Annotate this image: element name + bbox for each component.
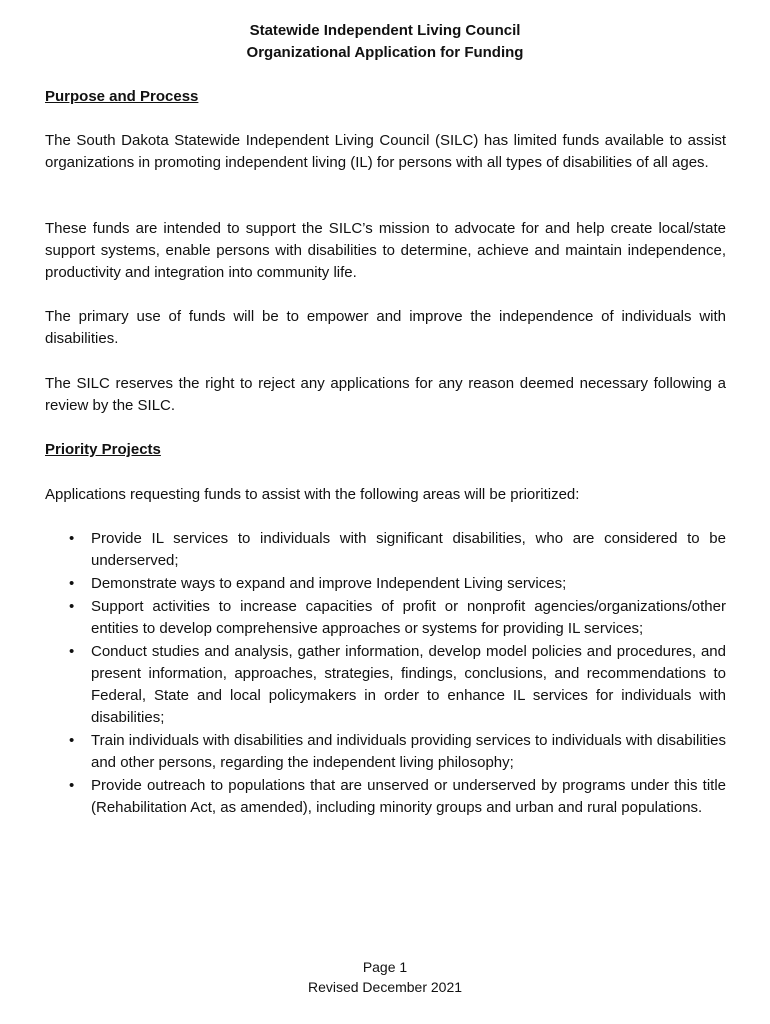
priority-heading: Priority Projects — [45, 441, 161, 458]
document-header — [0, 20, 770, 64]
purpose-paragraph-2: These funds are intended to support the SILC’s mission to advocate for and help create local/state support systems, enable persons with disabilities to determine, achieve and maintain independence, productivity and integration into community life. — [45, 220, 726, 281]
application-title: Organizational Application for Funding — [246, 44, 524, 61]
council-title: Statewide Independent Living Council — [249, 22, 521, 39]
list-item-text: Conduct studies and analysis, gather information, develop model policies and procedures, and present information, approaches, strategies, findings, conclusions, and recommendations to Federal, State and local policymakers in order to enhance IL services for individuals with disabilities; — [91, 643, 726, 726]
list-item — [45, 775, 726, 819]
list-item-text: Provide outreach to populations that are unserved or underserved by programs under this title (Rehabilitation Act, as amended), including minority groups and urban and rural populations. — [91, 777, 726, 816]
list-item — [45, 641, 726, 729]
revision-date: Revised December 2021 — [307, 979, 463, 995]
priority-intro: Applications requesting funds to assist with the following areas will be prioritized: — [45, 486, 580, 503]
list-item-text: Support activities to increase capacities of profit or nonprofit agencies/organizations/other entities to develop comprehensive approaches or systems for providing IL services; — [91, 598, 726, 637]
bullet-icon: • — [69, 777, 75, 794]
priority-list — [45, 528, 726, 820]
bullet-icon: • — [69, 598, 75, 615]
list-item — [45, 573, 726, 595]
list-item-text: Demonstrate ways to expand and improve Independent Living services; — [91, 575, 567, 592]
bullet-icon: • — [69, 530, 75, 547]
list-item — [45, 528, 726, 572]
list-item-text: Provide IL services to individuals with significant disabilities, who are considered to be underserved; — [91, 530, 726, 569]
purpose-paragraph-1: The South Dakota Statewide Independent Living Council (SILC) has limited funds available to assist organizations in promoting independent living (IL) for persons with all types of disabilities of all ages. — [45, 132, 726, 171]
bullet-icon: • — [69, 732, 75, 749]
bullet-icon: • — [69, 575, 75, 592]
page-footer — [0, 957, 770, 997]
purpose-paragraph-4: The SILC reserves the right to reject any applications for any reason deemed necessary following a review by the SILC. — [45, 375, 726, 414]
bullet-icon: • — [69, 643, 75, 660]
purpose-heading: Purpose and Process — [45, 88, 199, 105]
list-item — [45, 730, 726, 774]
page-number: Page 1 — [362, 959, 408, 975]
list-item-text: Train individuals with disabilities and individuals providing services to individuals with disabilities and other persons, regarding the independent living philosophy; — [91, 732, 726, 771]
list-item — [45, 596, 726, 640]
purpose-paragraph-3: The primary use of funds will be to empower and improve the independence of individuals with disabilities. — [45, 308, 726, 347]
